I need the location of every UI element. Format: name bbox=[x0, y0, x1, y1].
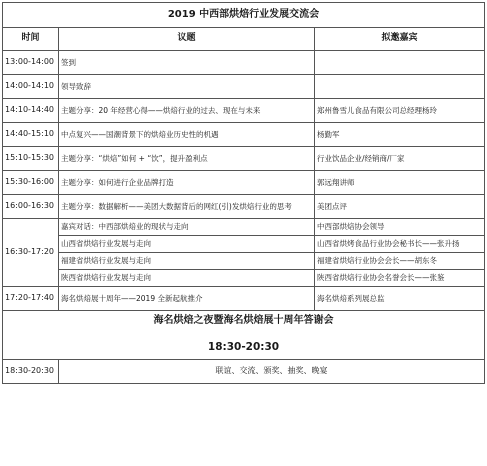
topic-cell: 陕西省烘焙行业发展与走向 bbox=[59, 270, 315, 287]
guest-cell: 郑州鲁雪儿食品有限公司总经理杨玲 bbox=[315, 99, 485, 123]
topic-cell: 主题分享：20 年经营心得——烘焙行业的过去、现在与未来 bbox=[59, 99, 315, 123]
time-cell: 14:40-15:10 bbox=[3, 123, 59, 147]
topic-cell: 福建省烘焙行业发展与走向 bbox=[59, 253, 315, 270]
time-cell: 17:20-17:40 bbox=[3, 287, 59, 311]
document-title: 2019 中西部烘焙行业发展交流会 bbox=[3, 3, 485, 28]
time-cell: 13:00-14:00 bbox=[3, 51, 59, 75]
gala-title-row bbox=[3, 311, 485, 332]
header-guest: 拟邀嘉宾 bbox=[315, 28, 485, 51]
time-cell: 14:10-14:40 bbox=[3, 99, 59, 123]
table-row bbox=[3, 51, 485, 75]
guest-cell: 山西省烘烤食品行业协会秘书长——张升扬 bbox=[315, 236, 485, 253]
agenda-table bbox=[2, 2, 485, 384]
table-row bbox=[3, 253, 485, 270]
table-row bbox=[3, 270, 485, 287]
guest-cell: 海名烘焙系列展总监 bbox=[315, 287, 485, 311]
table-row bbox=[3, 195, 485, 219]
time-cell: 15:30-16:00 bbox=[3, 171, 59, 195]
table-row bbox=[3, 123, 485, 147]
guest-cell: 陕西省烘焙行业协会名誉会长——张鉴 bbox=[315, 270, 485, 287]
table-row bbox=[3, 171, 485, 195]
time-cell: 15:10-15:30 bbox=[3, 147, 59, 171]
topic-cell: 联谊、交流、颁奖、抽奖、晚宴 bbox=[59, 360, 485, 384]
guest-cell: 福建省烘焙行业协会会长——胡东冬 bbox=[315, 253, 485, 270]
topic-cell: 中点复兴——国潮背景下的烘焙业历史性的机遇 bbox=[59, 123, 315, 147]
topic-cell: 山西省烘焙行业发展与走向 bbox=[59, 236, 315, 253]
title-row bbox=[3, 3, 485, 28]
table-row bbox=[3, 99, 485, 123]
guest-cell bbox=[315, 51, 485, 75]
gala-time: 18:30-20:30 bbox=[3, 337, 485, 360]
table-row bbox=[3, 287, 485, 311]
table-row bbox=[3, 75, 485, 99]
time-cell: 16:30-17:20 bbox=[3, 219, 59, 287]
table-row bbox=[3, 236, 485, 253]
table-row bbox=[3, 360, 485, 384]
topic-cell: 主题分享：如何进行企业品牌打造 bbox=[59, 171, 315, 195]
guest-cell: 郭远翔讲师 bbox=[315, 171, 485, 195]
guest-cell bbox=[315, 75, 485, 99]
table-row bbox=[3, 147, 485, 171]
agenda-document bbox=[2, 2, 484, 462]
time-cell: 16:00-16:30 bbox=[3, 195, 59, 219]
topic-cell: 签到 bbox=[59, 51, 315, 75]
guest-cell: 行业饮品企业/经销商/厂家 bbox=[315, 147, 485, 171]
guest-cell: 美团点评 bbox=[315, 195, 485, 219]
topic-cell: 主题分享：“烘焙”如何 + “饮”，提升盈利点 bbox=[59, 147, 315, 171]
gala-title: 海名烘焙之夜暨海名烘焙展十周年答谢会 bbox=[3, 311, 485, 332]
header-time: 时间 bbox=[3, 28, 59, 51]
topic-cell: 领导致辞 bbox=[59, 75, 315, 99]
gala-time-row bbox=[3, 337, 485, 360]
guest-cell: 杨勤军 bbox=[315, 123, 485, 147]
topic-cell: 主题分享：数据解析——美团大数据背后的网红(引)发烘焙行业的思考 bbox=[59, 195, 315, 219]
table-row bbox=[3, 219, 485, 236]
topic-cell: 嘉宾对话：中西部烘焙业的现状与走向 bbox=[59, 219, 315, 236]
header-topic: 议题 bbox=[59, 28, 315, 51]
header-row bbox=[3, 28, 485, 51]
time-cell: 14:00-14:10 bbox=[3, 75, 59, 99]
time-cell: 18:30-20:30 bbox=[3, 360, 59, 384]
guest-cell: 中西部烘焙协会领导 bbox=[315, 219, 485, 236]
topic-cell: 海名烘焙展十周年——2019 全新起航推介 bbox=[59, 287, 315, 311]
